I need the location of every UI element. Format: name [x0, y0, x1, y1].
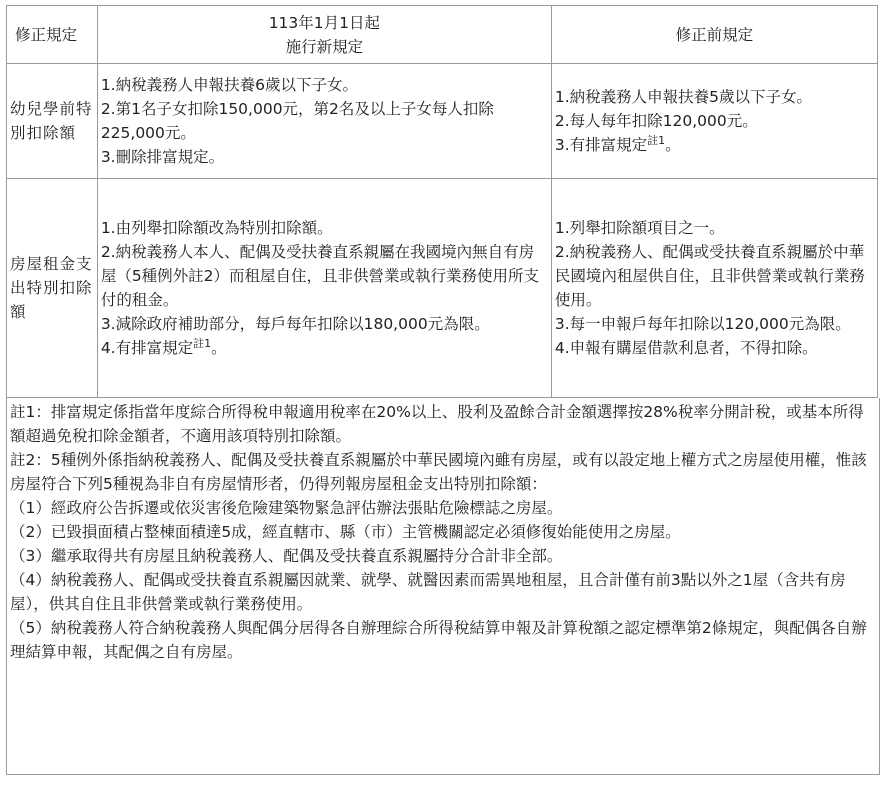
new-rule-item: 3.減除政府補助部分，每戶每年扣除以180,000元為限。 [100, 315, 490, 333]
old-rule-item: 2.每人每年扣除120,000元。 [554, 112, 758, 130]
footnote-2: 註2：5種例外係指納稅義務人、配偶及受扶養直系親屬於中華民國境內雖有房屋，或有以設定地上權方式之房屋使用權，惟該房屋符合下列5種視為非自有房屋情形者，仍得列報房屋租金支出特別扣除額： [10, 451, 867, 493]
new-rule-rent [97, 179, 551, 398]
note-ref: 註1 [193, 337, 212, 350]
note-ref: 註1 [647, 134, 666, 147]
new-rule-item-text: 4.有排富規定 [100, 339, 194, 357]
old-rule-item: 1.列舉扣除額項目之一。 [554, 219, 725, 237]
footnote-2-case-3: （3）繼承取得共有房屋且納稅義務人、配偶及受扶養直系親屬持分合計非全部。 [10, 547, 563, 565]
header-old-rule: 修正前規定 [551, 6, 877, 64]
old-rule-item: 4.申報有購屋借款利息者，不得扣除。 [554, 339, 818, 357]
footnotes-box [6, 398, 880, 775]
row-category-rent: 房屋租金支出特別扣除額 [7, 179, 98, 398]
header-category: 修正規定 [7, 6, 98, 64]
old-rule-item: 3.每一申報戶每年扣除以120,000元為限。 [554, 315, 851, 333]
table-row [7, 64, 878, 179]
new-rule-item-tail: 。 [211, 339, 227, 357]
new-rule-item: 3.刪除排富規定。 [100, 148, 225, 166]
table-header-row [7, 6, 878, 64]
old-rule-item [555, 133, 874, 157]
header-new-rule [97, 6, 551, 64]
footnote-2-case-4: （4）納稅義務人、配偶或受扶養直系親屬因就業、就學、就醫因素而需異地租屋，且合計僅有前3點以外之1屋（含共有房屋），供其自住且非供營業或執行業務使用。 [10, 571, 846, 613]
footnote-2-case-5: （5）納稅義務人符合納稅義務人與配偶分居得各自辦理綜合所得稅結算申報及計算稅額之認定標準第2條規定，與配偶各自辦理結算申報，其配偶之自有房屋。 [10, 619, 867, 661]
footnote-1: 註1：排富規定係指當年度綜合所得稅申報適用稅率在20%以上、股利及盈餘合計金額選擇按28%稅率分開計稅，或基本所得額超過免稅扣除金額者，不適用該項特別扣除額。 [10, 403, 864, 445]
old-rule-item: 2.納稅義務人、配偶或受扶養直系親屬於中華民國境內租屋供自住，且非供營業或執行業務使用。 [554, 243, 865, 309]
new-rule-item: 1.由列舉扣除額改為特別扣除額。 [100, 219, 333, 237]
comparison-table [6, 5, 878, 398]
old-rule-rent [551, 179, 877, 398]
new-rule-preschool [97, 64, 551, 179]
header-new-rule-line1: 113年1月1日起 [268, 13, 380, 32]
table-row [7, 179, 878, 398]
footnote-2-case-1: （1）經政府公告拆遷或依災害後危險建築物緊急評估辦法張貼危險標誌之房屋。 [10, 499, 563, 517]
new-rule-item [101, 336, 548, 360]
old-rule-item: 1.納稅義務人申報扶養5歲以下子女。 [554, 88, 813, 106]
row-category-preschool: 幼兒學前特別扣除額 [7, 64, 98, 179]
tax-rules-document [6, 5, 878, 784]
footnote-2-case-2: （2）已毀損面積占整棟面積達5成，經直轄市、縣（市）主管機關認定必須修復始能使用之房屋。 [10, 523, 681, 541]
old-rule-item-tail: 。 [665, 136, 681, 154]
new-rule-item: 2.納稅義務人本人、配偶及受扶養直系親屬在我國境內無自有房屋（5種例外註2）而租屋自住，且非供營業或執行業務使用所支付的租金。 [100, 243, 540, 309]
new-rule-item: 1.納稅義務人申報扶養6歲以下子女。 [100, 76, 358, 94]
new-rule-item: 2.第1名子女扣除150,000元，第2名及以上子女每人扣除225,000元。 [100, 100, 494, 142]
header-new-rule-line2: 施行新規定 [285, 37, 364, 56]
old-rule-preschool [551, 64, 877, 179]
old-rule-item-text: 3.有排富規定 [554, 136, 648, 154]
